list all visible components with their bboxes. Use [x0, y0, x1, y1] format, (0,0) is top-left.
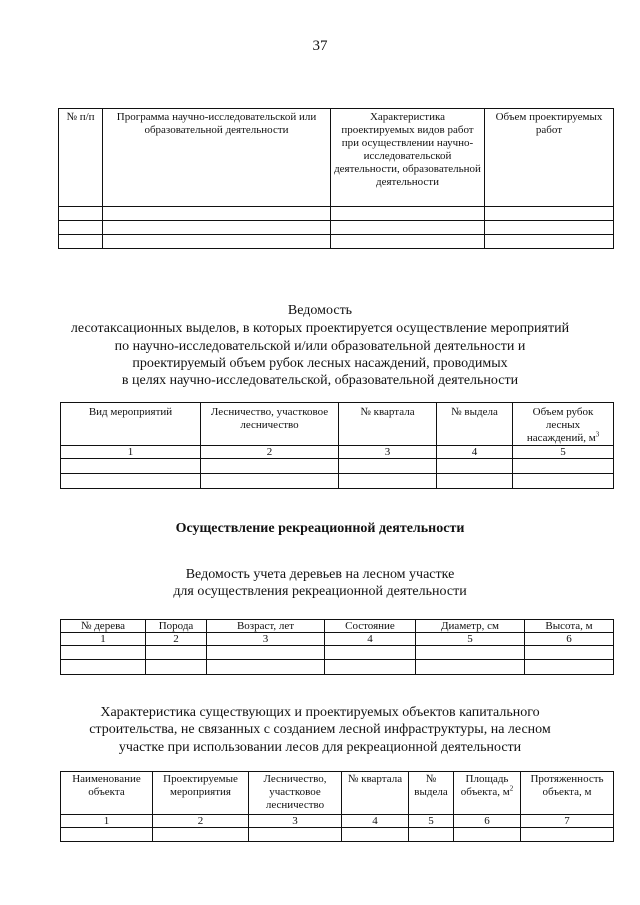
- section-subtitle-line: в целях научно-исследовательской, образовательной деятельности: [121, 373, 519, 388]
- col-quarter: № квартала: [339, 403, 437, 446]
- research-program-table: [58, 108, 614, 249]
- col-length: Протяженность объекта, м: [521, 772, 614, 815]
- col-program: Программа научно-исследовательской или образовательной деятельности: [103, 109, 331, 207]
- col-height: Высота, м: [525, 620, 614, 633]
- col-diameter: Диаметр, см: [416, 620, 525, 633]
- section-subtitle-line: проектируемый объем рубок лесных насаждений, проводимых: [132, 356, 508, 371]
- col-planned-measures: Проектируемые мероприятия: [153, 772, 249, 815]
- col-age: Возраст, лет: [207, 620, 325, 633]
- col-activity-type: Вид мероприятий: [61, 403, 201, 446]
- col-condition: Состояние: [325, 620, 416, 633]
- col-area: Площадь объекта, $м^2$: [454, 772, 521, 815]
- section-title-capital-objects: Характеристика существующих и проектируемых объектов капитального: [100, 705, 540, 720]
- table-number-row: 1 2 3 4 5: [61, 446, 614, 459]
- table-number-row: 1 2 3 4 5 6 7: [61, 815, 614, 828]
- col-work-volume: Объем проектируемых работ: [485, 109, 614, 207]
- table-row: [59, 207, 614, 221]
- col-forestry: Лесничество, участковое лесничество: [249, 772, 342, 815]
- section-subtitle-line: участке при использовании лесов для рекреационной деятельности: [118, 740, 522, 755]
- table-number-row: 1 2 3 4 5 6: [61, 633, 614, 646]
- section-subtitle-line: по научно-исследовательской и/или образовательной деятельности и: [114, 339, 526, 354]
- table-row: [59, 235, 614, 249]
- section-title-inventory: Ведомость: [287, 303, 353, 318]
- col-work-characteristics: Характеристика проектируемых видов работ при осуществлении научно-исследовательской деятельности, образовательной деятельности: [331, 109, 485, 207]
- section-title-tree-register: Ведомость учета деревьев на лесном участке: [185, 567, 455, 582]
- table-row: [61, 828, 614, 842]
- section-subtitle-line: лесотаксационных выделов, в которых проектируется осуществление мероприятий: [70, 321, 570, 336]
- section-subtitle-line: строительства, не связанных с созданием лесной инфраструктуры, на лесном: [89, 722, 551, 737]
- section-subtitle-line: для осуществления рекреационной деятельности: [173, 584, 467, 599]
- col-allotment: № выдела: [409, 772, 454, 815]
- col-cutting-volume: Объем рубок лесных насаждений, $м^3$: [513, 403, 614, 446]
- col-tree-number: № дерева: [61, 620, 146, 633]
- tree-register-table: [60, 619, 614, 675]
- col-object-name: Наименование объекта: [61, 772, 153, 815]
- section-title-recreation: Осуществление рекреационной деятельности: [175, 521, 465, 536]
- col-species: Порода: [146, 620, 207, 633]
- col-forestry: Лесничество, участковое лесничество: [201, 403, 339, 446]
- capital-objects-table: [60, 771, 614, 842]
- col-quarter: № квартала: [342, 772, 409, 815]
- forest-allotments-table: [60, 402, 614, 489]
- col-allotment: № выдела: [437, 403, 513, 446]
- col-number: № п/п: [59, 109, 103, 207]
- table-row: [61, 646, 614, 660]
- page-number: 37: [312, 38, 328, 54]
- table-row: [61, 474, 614, 489]
- table-row: [61, 660, 614, 675]
- table-row: [59, 221, 614, 235]
- table-row: [61, 459, 614, 474]
